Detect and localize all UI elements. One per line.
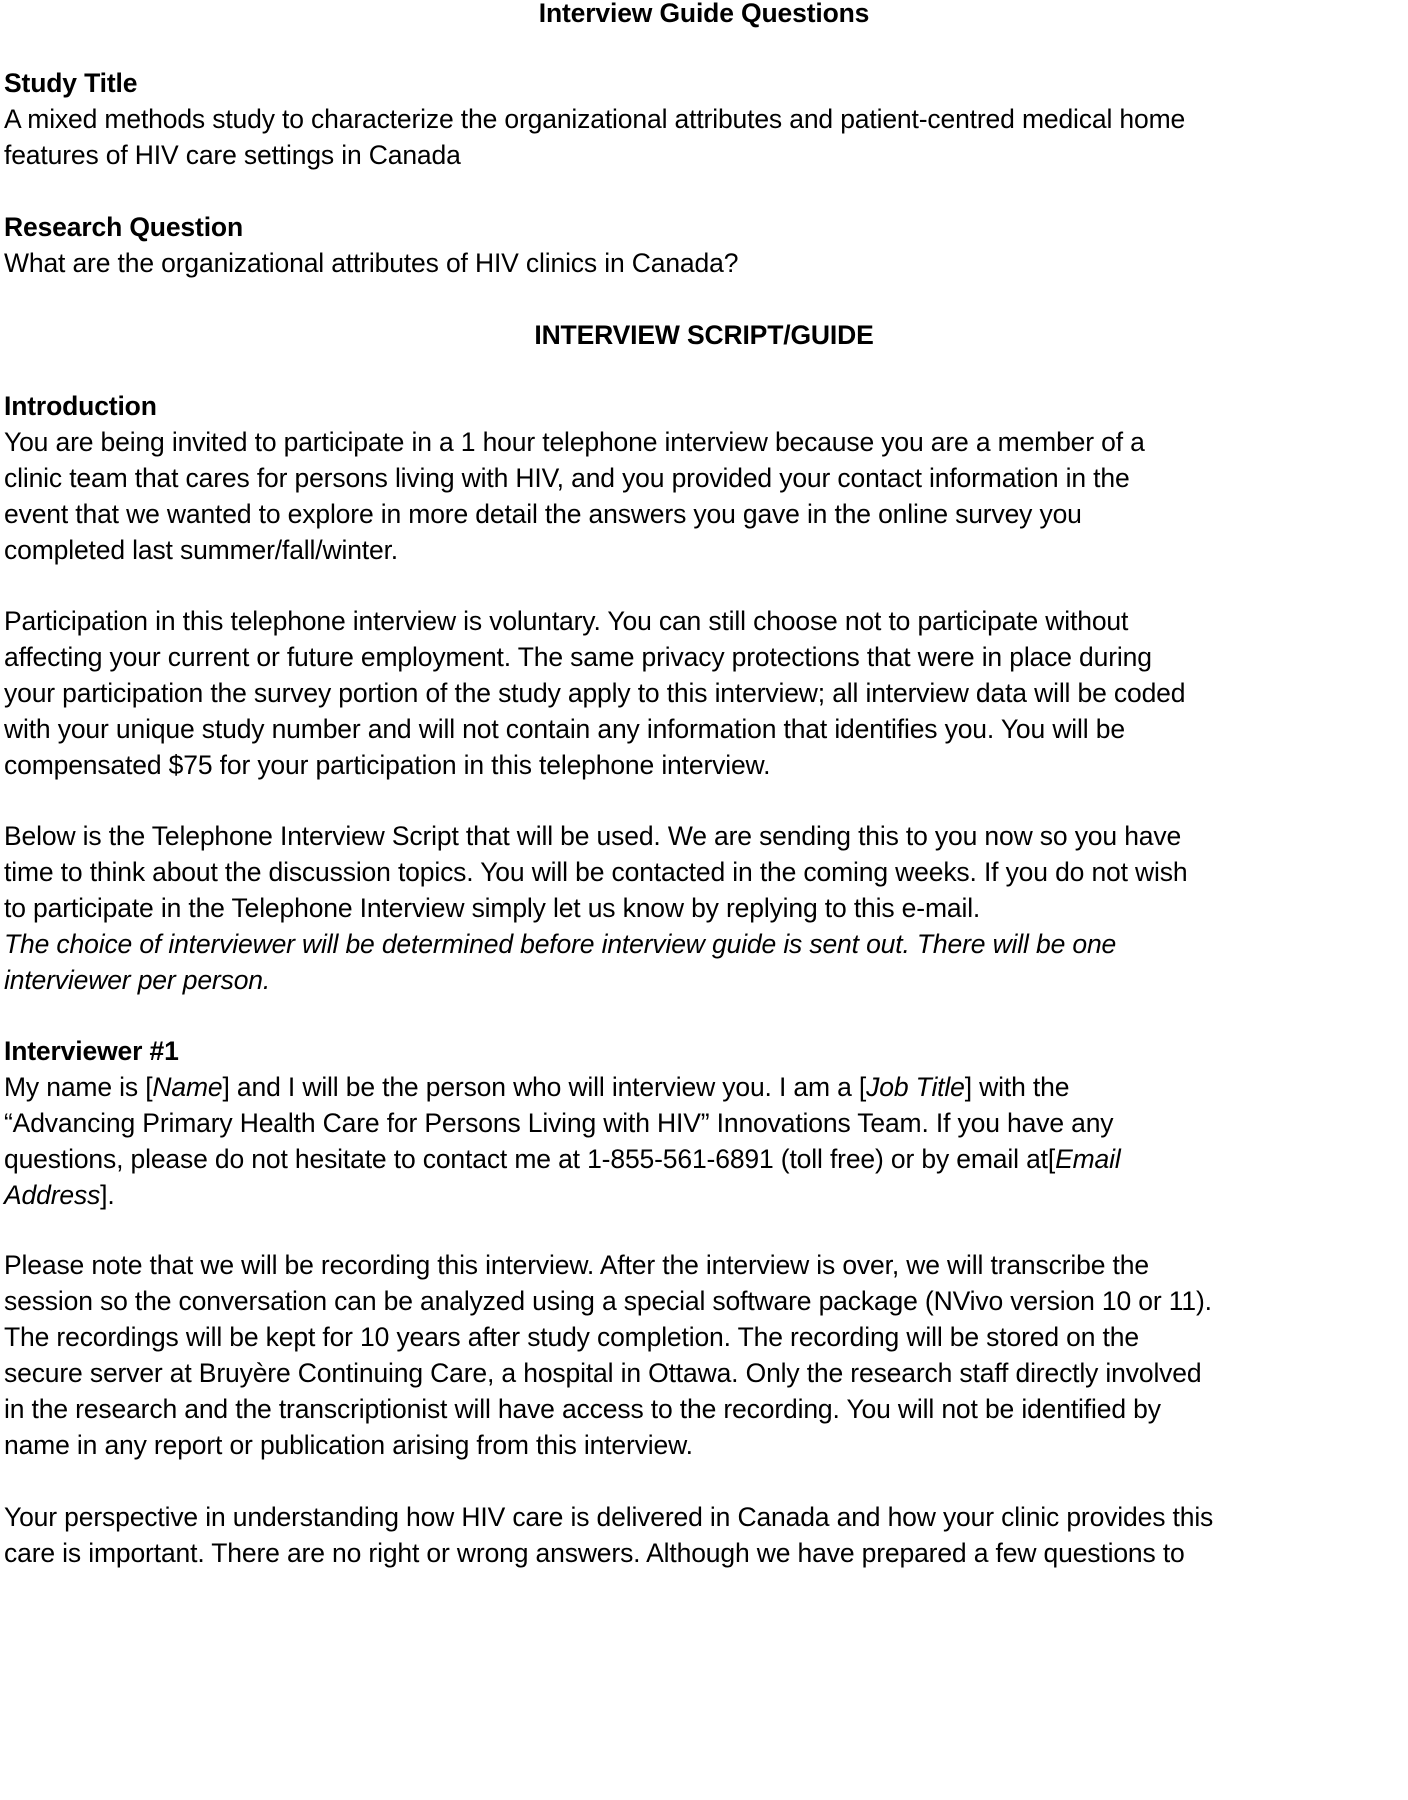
interviewer-note-line: interviewer per person.: [4, 965, 271, 995]
script-intro-line: time to think about the discussion topics. You will be contacted in the coming weeks. If you do not wish: [4, 857, 1188, 887]
participation-line: compensated $75 for your participation in this telephone interview.: [4, 750, 771, 780]
interviewer-text: questions, please do not hesitate to contact me at 1-855-561-6891 (toll free) or by email at[: [4, 1144, 1056, 1174]
interviewer-note-line: The choice of interviewer will be determined before interview guide is sent out. There will be one: [4, 929, 1117, 959]
name-placeholder: Name: [152, 1072, 223, 1102]
recording-line: session so the conversation can be analyzed using a special software package (NVivo version 10 or 11).: [4, 1286, 1212, 1316]
interviewer-heading: Interviewer #1: [4, 1036, 179, 1066]
introduction-line: event that we wanted to explore in more detail the answers you gave in the online survey you: [4, 499, 1082, 529]
introduction-heading: Introduction: [4, 391, 157, 421]
interviewer-text: ] and I will be the person who will interview you. I am a [: [222, 1072, 867, 1102]
participation-line: your participation the survey portion of the study apply to this interview; all interview data will be coded: [4, 678, 1186, 708]
research-question-text: What are the organizational attributes of HIV clinics in Canada?: [4, 248, 739, 278]
email-placeholder: Email: [1055, 1144, 1121, 1174]
recording-line: Please note that we will be recording this interview. After the interview is over, we will transcribe the: [4, 1250, 1149, 1280]
address-placeholder: Address: [4, 1180, 101, 1210]
interview-script-heading: INTERVIEW SCRIPT/GUIDE: [534, 320, 874, 350]
document-title: Interview Guide Questions: [538, 0, 870, 28]
recording-line: name in any report or publication arising from this interview.: [4, 1430, 693, 1460]
interviewer-line: “Advancing Primary Health Care for Persons Living with HIV” Innovations Team. If you have any: [4, 1108, 1114, 1138]
interviewer-text: My name is [: [4, 1072, 153, 1102]
job-title-placeholder: Job Title: [866, 1072, 965, 1102]
introduction-line: clinic team that cares for persons living with HIV, and you provided your contact information in the: [4, 463, 1130, 493]
participation-line: affecting your current or future employment. The same privacy protections that were in place during: [4, 642, 1152, 672]
participation-line: with your unique study number and will not contain any information that identifies you. You will be: [4, 714, 1125, 744]
introduction-line: completed last summer/fall/winter.: [4, 535, 399, 565]
recording-line: The recordings will be kept for 10 years after study completion. The recording will be stored on the: [4, 1322, 1139, 1352]
study-title-heading: Study Title: [4, 68, 138, 98]
research-question-heading: Research Question: [4, 212, 243, 242]
interviewer-line: [4, 1067, 1069, 1108]
interviewer-line: [4, 1175, 115, 1216]
perspective-line: Your perspective in understanding how HIV care is delivered in Canada and how your clinic provides this: [4, 1502, 1214, 1532]
participation-line: Participation in this telephone interview is voluntary. You can still choose not to participate without: [4, 606, 1129, 636]
perspective-line: care is important. There are no right or wrong answers. Although we have prepared a few questions to: [4, 1538, 1185, 1568]
recording-line: secure server at Bruyère Continuing Care, a hospital in Ottawa. Only the research staff directly involved: [4, 1358, 1202, 1388]
script-intro-line: Below is the Telephone Interview Script that will be used. We are sending this to you now so you have: [4, 821, 1182, 851]
study-title-line: A mixed methods study to characterize the organizational attributes and patient-centred medical home: [4, 104, 1186, 134]
recording-line: in the research and the transcriptionist will have access to the recording. You will not be identified by: [4, 1394, 1161, 1424]
script-intro-line: to participate in the Telephone Interview simply let us know by replying to this e-mail.: [4, 893, 981, 923]
introduction-line: You are being invited to participate in a 1 hour telephone interview because you are a member of a: [4, 427, 1145, 457]
interviewer-line: [4, 1139, 1121, 1180]
interviewer-text: ] with the: [964, 1072, 1070, 1102]
interviewer-text: ].: [100, 1180, 115, 1210]
study-title-line: features of HIV care settings in Canada: [4, 140, 461, 170]
